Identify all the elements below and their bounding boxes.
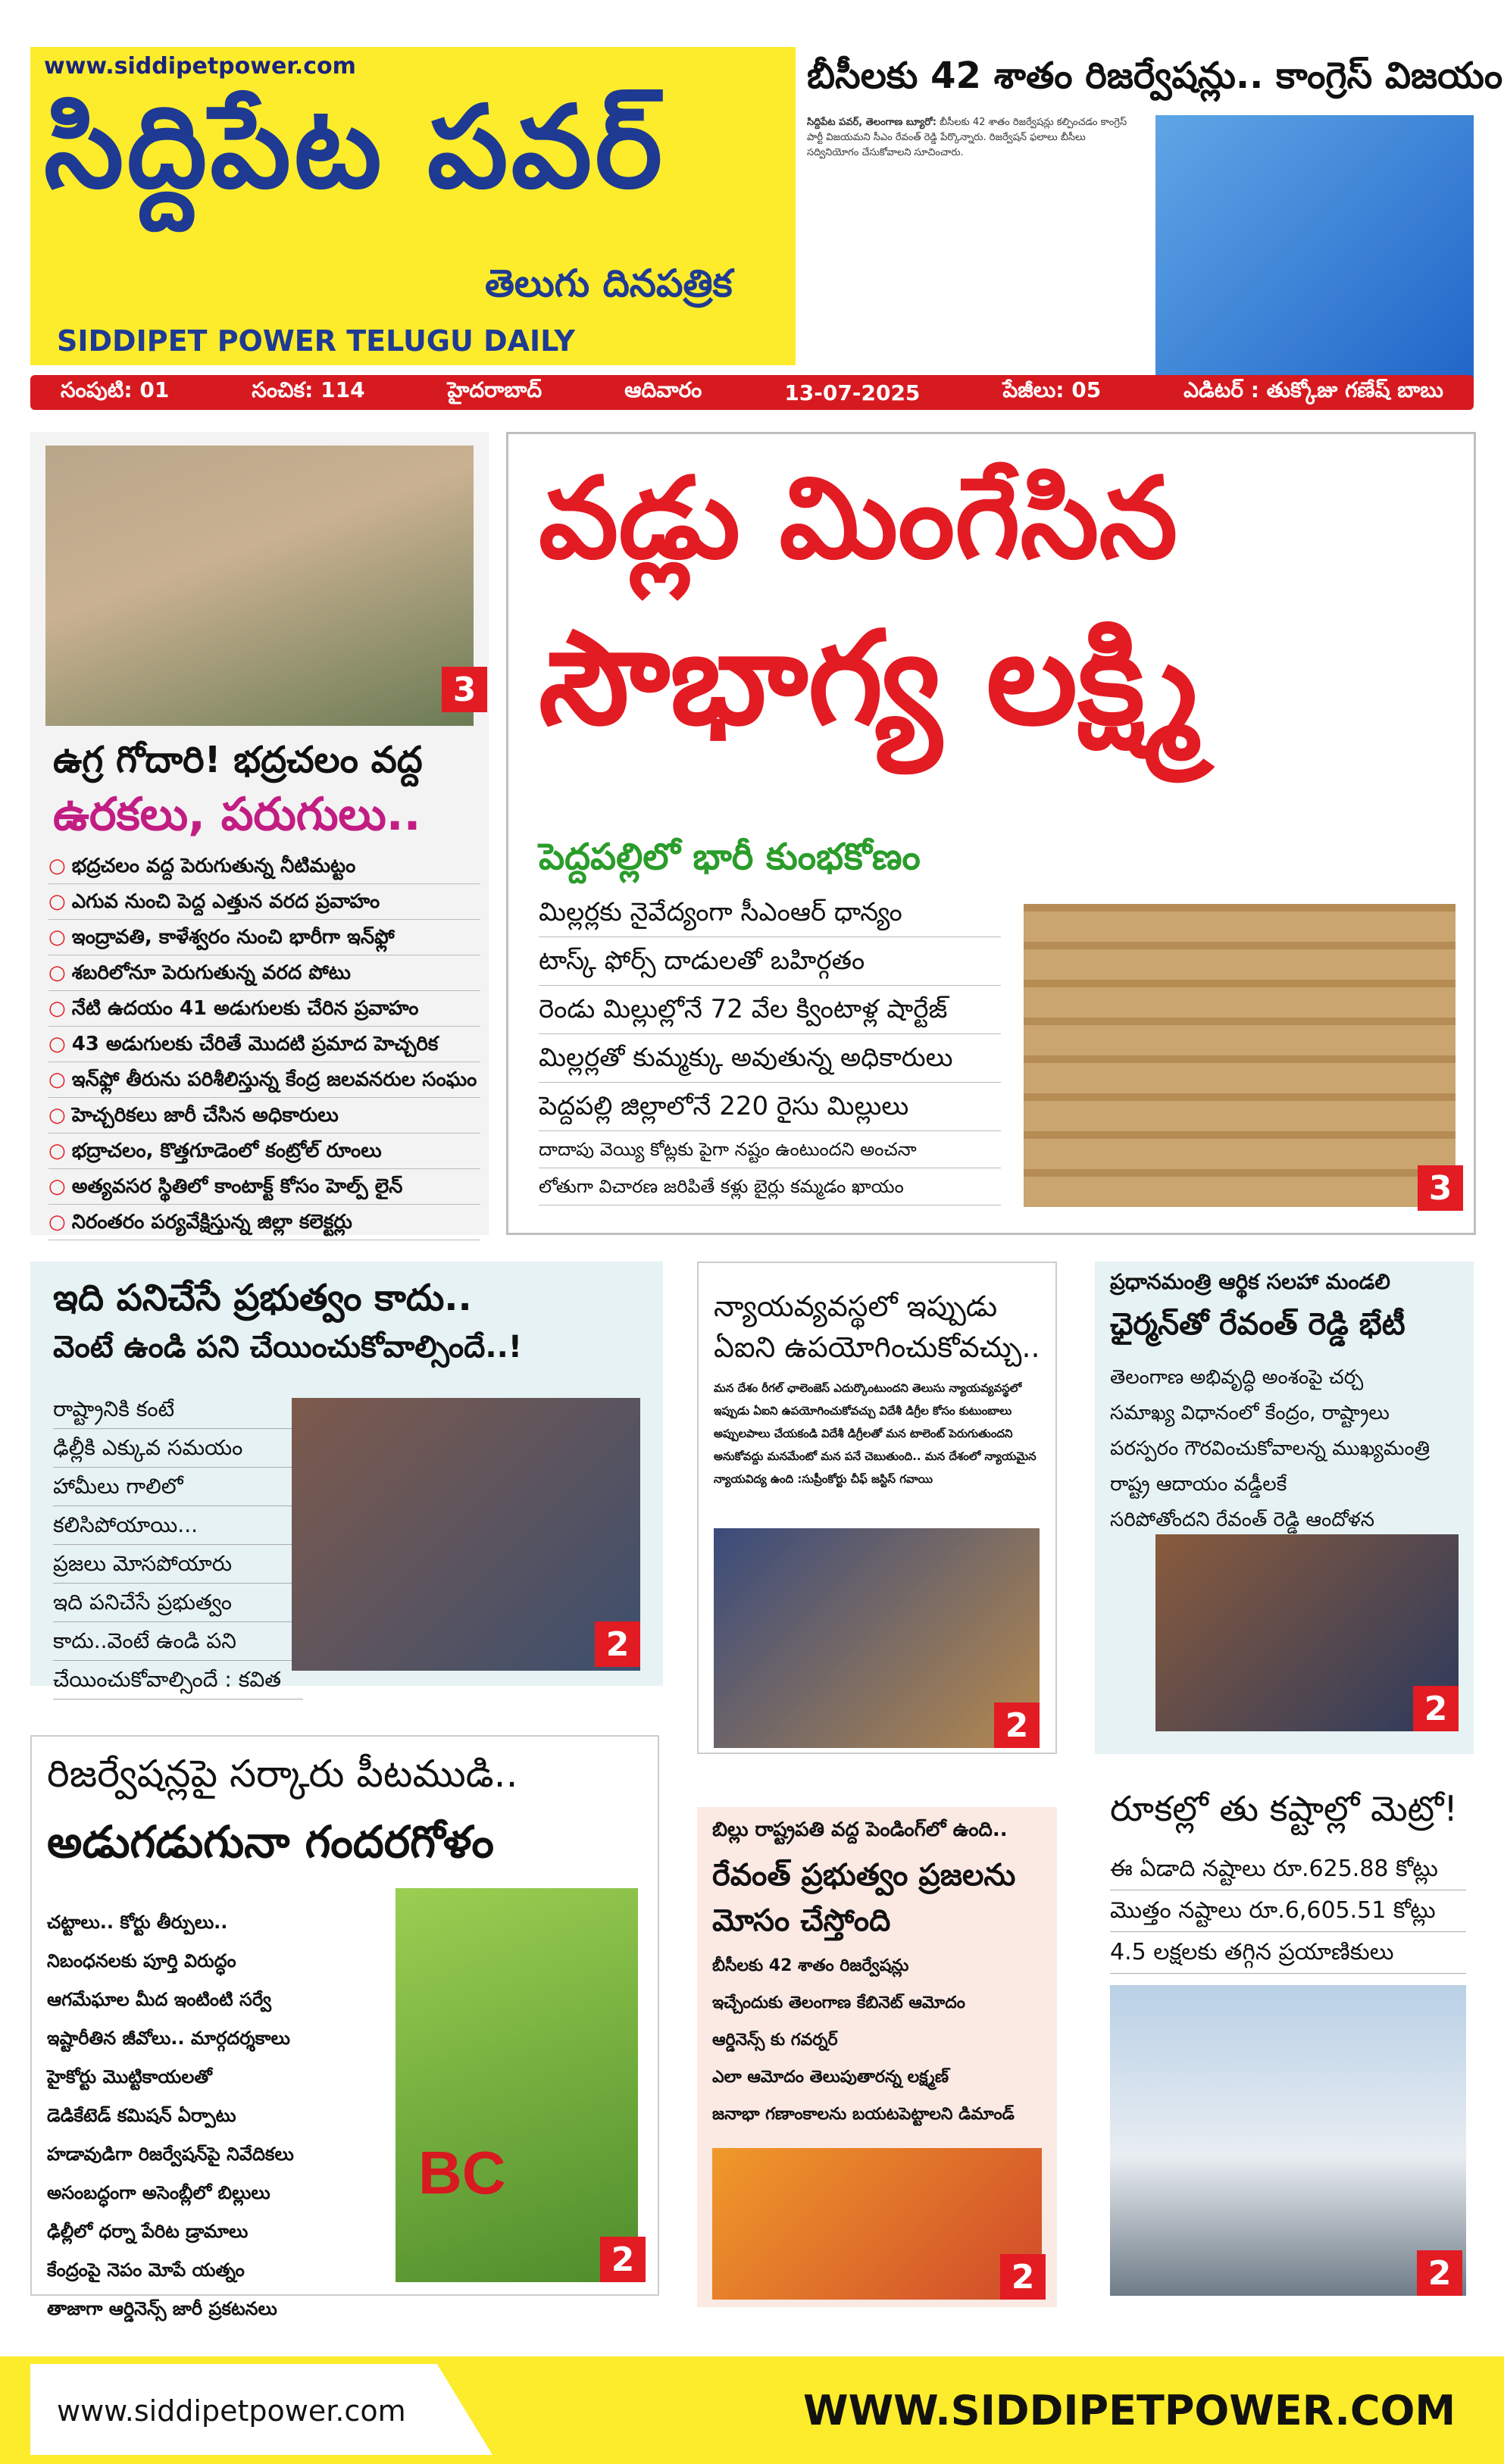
list-item: సమాఖ్య విధానంలో కేంద్రం, రాష్ట్రాలు [1110,1402,1390,1424]
list-item: సరిపోతోందని రేవంత్ రెడ్డి ఆందోళన [1110,1509,1374,1531]
list-item: ○ ఇంద్రావతి, కాళేశ్వరం నుంచి భారీగా ఇన్‌ఫ్లో [48,920,480,955]
list-item: చేయించుకోవాల్సిందే : కవిత [53,1661,303,1699]
kavitha-headline[interactable]: ఇది పనిచేసే ప్రభుత్వం కాదు.. [53,1277,472,1319]
list-item: ○ శబరిలోనూ పెరుగుతున్న వరద పోటు [48,955,480,991]
kavitha-story[interactable] [30,1262,663,1692]
reservations-story[interactable] [30,1735,659,2319]
godavari-photo [45,446,474,726]
list-item: ప్రజలు మోసపోయారు [53,1545,303,1584]
lead-headline-line1[interactable]: వడ్లు మింగేసిన [539,453,1178,583]
list-item: ○ నేటి ఉదయం 41 అడుగులకు చేరిన ప్రవాహం [48,991,480,1027]
godavari-headline[interactable]: ఉగ్ర గోదారి! భద్రచలం వద్ద [53,739,423,781]
lead-subhead: పెద్దపల్లిలో భారీ కుంభకోణం [539,836,921,878]
kavitha-lines [53,1390,303,1699]
page-badge: 3 [442,667,487,712]
metro-story[interactable] [1095,1781,1474,2307]
newspaper-subtitle-english: SIDDIPET POWER TELUGU DAILY [57,324,575,358]
top-story-photo [1155,115,1474,403]
metro-headline[interactable]: రూకల్లో తు కష్టాల్లో మెట్రో! [1110,1788,1458,1829]
reservations-headline[interactable]: రిజర్వేషన్లపై సర్కారు పీటముడి.. [47,1752,518,1796]
pmeac-kicker: ప్రధానమంత్రి ఆర్థిక సలహా మండలి [1110,1269,1390,1294]
list-item: పెద్దపల్లి జిల్లాలోనే 220 రైసు మిల్లులు [539,1083,1001,1131]
pmeac-lines [1110,1360,1459,1538]
kavitha-photo [292,1398,640,1671]
editor: ఎడిటర్ : తుక్కోజు గణేష్ బాబు [1184,377,1443,402]
city: హైదరాబాద్ [447,377,543,402]
list-item: ○ భద్రచలం వద్ద పెరుగుతున్న నీటిమట్టం [48,849,480,884]
list-item: ○ నిరంతరం పర్యవేక్షిస్తున్న జిల్లా కలెక్టర్లు [48,1205,480,1240]
list-item: ఈ ఏడాది నష్టాలు రూ.625.88 కోట్లు [1110,1849,1466,1890]
list-item: పరస్పరం గౌరవించుకోవాలన్న ముఖ్యమంత్రి [1110,1437,1430,1460]
godavari-story[interactable] [30,432,489,1235]
list-item: హైకోర్టు మొట్టికాయలతో [47,2066,212,2087]
list-item: మిల్లర్లకు నైవేద్యంగా సీఎంఆర్ ధాన్యం [539,889,1001,937]
list-item: ఆగమేఘాల మీద ఇంటింటి సర్వే [47,1989,272,2010]
masthead-site-url[interactable]: www.siddipetpower.com [44,53,356,80]
bc-label: BC [418,2139,506,2206]
top-story-body [807,115,1140,161]
list-item: ఇచ్చేందుకు తెలంగాణ కేబినెట్ ఆమోదం [712,1993,965,2012]
rice-sacks-photo [1024,904,1456,1207]
list-item: ఢిల్లీకి ఎక్కువ సమయం [53,1429,303,1468]
footer-url-left[interactable]: www.siddipetpower.com [57,2394,406,2428]
list-item: ○ అత్యవసర స్థితిలో కాంటాక్ట్ కోసం హెల్ప్ లైన్ [48,1169,480,1205]
list-item: ○ హెచ్చరికలు జారీ చేసిన అధికారులు [48,1098,480,1134]
chameleon-cartoon [396,1888,638,2282]
cji-body: మన దేశం రీగల్ ఛాలెంజెస్ ఎదుర్కొంటుందని తెలుసు న్యాయవ్యవస్థలో ఇప్పుడు ఏఐని ఉపయోగించుకోవచ్చు విదేశీ డిగ్రీల కోసం కుటుంబాలు అప్పులపాలు చేయకండి విదేశీ డిగ్రీలతో మన టాలెంట్ పెరుగుతుందని అనుకోవద్దు మనమేంటో మన పనే చెబుతుంది.. మన దేశంలో న్యాయమైన న్యాయవిద్య ఉంది :సుప్రీంకోర్టు చీఫ్ జస్టిస్ గవాయి [714,1381,1037,1486]
list-item: డెడికేటెడ్ కమిషన్ ఏర్పాటు [47,2105,236,2126]
bill-headline[interactable]: రేవంత్ ప్రభుత్వం ప్రజలను మోసం చేస్తోంది [712,1858,1016,1938]
list-item: హడావుడిగా రిజర్వేషన్‌పై నివేదికలు [47,2143,294,2165]
list-item: 4.5 లక్షలకు తగ్గిన ప్రయాణికులు [1110,1932,1466,1974]
pmeac-headline[interactable]: ఛైర్మన్‌తో రేవంత్ రెడ్డి భేటీ [1110,1307,1406,1342]
page-badge: 2 [994,1703,1040,1748]
list-item: బీసీలకు 42 శాతం రిజర్వేషన్లు [712,1956,909,1975]
list-item: తెలంగాణ అభివృద్ధి అంశంపై చర్చ [1110,1366,1364,1389]
list-item: జనాభా గణాంకాలను బయటపెట్టాలని డిమాండ్ [712,2105,1015,2124]
list-item: ఆర్డినెన్స్ కు గవర్నర్ [712,2031,838,2050]
list-item: హామీలు గాలిలో [53,1468,303,1506]
lead-headline-line2[interactable]: సౌభాగ్య లక్ష్మి [539,604,1199,754]
metro-lines [1110,1849,1466,1974]
list-item: ○ ఇన్‌ఫ్లో తీరును పరిశీలిస్తున్న కేంద్ర జలవనరుల సంఘం [48,1062,480,1098]
laxman-photo [712,2148,1042,2300]
lead-points [539,889,1001,1205]
footer-url-right[interactable]: WWW.SIDDIPETPOWER.COM [803,2387,1456,2434]
godavari-subheadline: ఉరకలు, పరుగులు.. [53,788,421,841]
cji-photo [714,1528,1040,1748]
list-item: ఇష్టారీతిన జీవోలు.. మార్గదర్శకాలు [47,2028,290,2049]
weekday: ఆదివారం [624,377,702,402]
newspaper-subtitle-telugu: తెలుగు దినపత్రిక [485,261,733,305]
bill-lines [712,1947,1046,2133]
list-item: కలిసిపోయాయి... [53,1506,303,1545]
page-badge: 2 [1000,2254,1046,2300]
page-count: పేజీలు: 05 [1002,377,1102,402]
page-badge: 3 [1418,1165,1463,1211]
page-badge: 2 [595,1621,640,1667]
list-item: అసంబద్ధంగా అసెంబ్లీలో బిల్లులు [47,2182,270,2203]
bill-story[interactable] [697,1807,1057,2307]
list-item: టాస్క్ ఫోర్స్ దాడులతో బహిర్గతం [539,937,1001,986]
top-story-dateline: సిద్దిపేట పవర్, తెలంగాణ బ్యూరో: [807,117,936,128]
volume: సంపుటి: 01 [61,377,170,402]
pmeac-story[interactable] [1095,1262,1474,1754]
bill-kicker: బిల్లు రాష్ట్రపతి వద్ద పెండింగ్‌లో ఉంది.. [712,1818,1008,1841]
reservations-subheadline: అడుగడుగునా గందరగోళం [47,1816,494,1868]
issue-number: సంచిక: 114 [252,377,365,402]
list-item: ఎలా ఆమోదం తెలుపుతారన్న లక్ష్మణ్ [712,2068,949,2087]
list-item: రెండు మిల్లుల్లోనే 72 వేల క్వింటాళ్ల షార్టేజ్ [539,986,1001,1034]
footer [0,2356,1504,2464]
page-badge: 2 [600,2237,646,2282]
list-item: కేంద్రంపై నెపం మోపే యత్నం [47,2259,245,2281]
top-story-headline[interactable]: బీసీలకు 42 శాతం రిజర్వేషన్లు.. కాంగ్రెస్ విజయం [807,55,1503,97]
metro-train-photo [1110,1985,1466,2296]
cji-headline[interactable]: న్యాయవ్యవస్థలో ఇప్పుడు ఏఐని ఉపయోగించుకోవచ్చు.. [714,1290,1040,1364]
list-item: కాదు..వెంటే ఉండి పని [53,1622,303,1661]
list-item: చట్టాలు.. కోర్టు తీర్పులు.. [47,1912,228,1933]
kavitha-subheadline: వెంటే ఉండి పని చేయించుకోవాల్సిందే..! [53,1330,523,1365]
list-item: రాష్ట్ర ఆదాయం వడ్డీలకే [1110,1473,1287,1496]
list-item: ○ భద్రాచలం, కొత్తగూడెంలో కంట్రోల్ రూంలు [48,1134,480,1169]
list-item: రాష్ట్రానికి కంటే [53,1390,303,1429]
newspaper-title: సిద్దిపేట పవర్ [44,82,666,214]
list-item: దాదాపు వెయ్యి కోట్లకు పైగా నష్టం ఉంటుందని అంచనా [539,1131,1001,1168]
list-item: నిబంధనలకు పూర్తి విరుద్ధం [47,1950,236,1972]
page-badge: 2 [1417,2250,1462,2296]
top-story[interactable] [807,47,1503,365]
reservations-lines [47,1903,426,2328]
godavari-bullets [48,849,480,1240]
list-item: ఢిల్లీలో ధర్నా పేరిట డ్రామాలు [47,2221,249,2242]
list-item: ○ 43 అడుగులకు చేరితే మొదటి ప్రమాద హెచ్చరిక [48,1027,480,1062]
list-item: మిల్లర్లతో కుమ్మక్కు అవుతున్న అధికారులు [539,1034,1001,1083]
top-story-text: బీసీలకు 42 శాతం రిజర్వేషన్లు కల్పించడం కాంగ్రెస్ పార్టీ విజయమని సీఎం రేవంత్ రెడ్డి పేర్కొన్నారు. రిజర్వేషన్ ఫలాలు బీసీలు సద్వినియోగం చేసుకోవాలని సూచించారు. [807,117,1127,158]
lead-story[interactable] [506,432,1476,1235]
page-badge: 2 [1413,1686,1459,1731]
list-item: మొత్తం నష్టాలు రూ.6,605.51 కోట్లు [1110,1890,1466,1932]
cji-story[interactable] [697,1262,1057,1754]
list-item: లోతుగా విచారణ జరిపితే కళ్లు బైర్లు కమ్మడం ఖాయం [539,1168,1001,1205]
date: 13-07-2025 [784,380,921,405]
list-item: ○ ఎగువ నుంచి పెద్ద ఎత్తున వరద ప్రవాహం [48,884,480,920]
list-item: ఇది పనిచేసే ప్రభుత్వం [53,1584,303,1622]
list-item: తాజాగా ఆర్డినెన్స్ జారీ ప్రకటనలు [47,2298,277,2319]
issue-info-bar [30,375,1474,410]
